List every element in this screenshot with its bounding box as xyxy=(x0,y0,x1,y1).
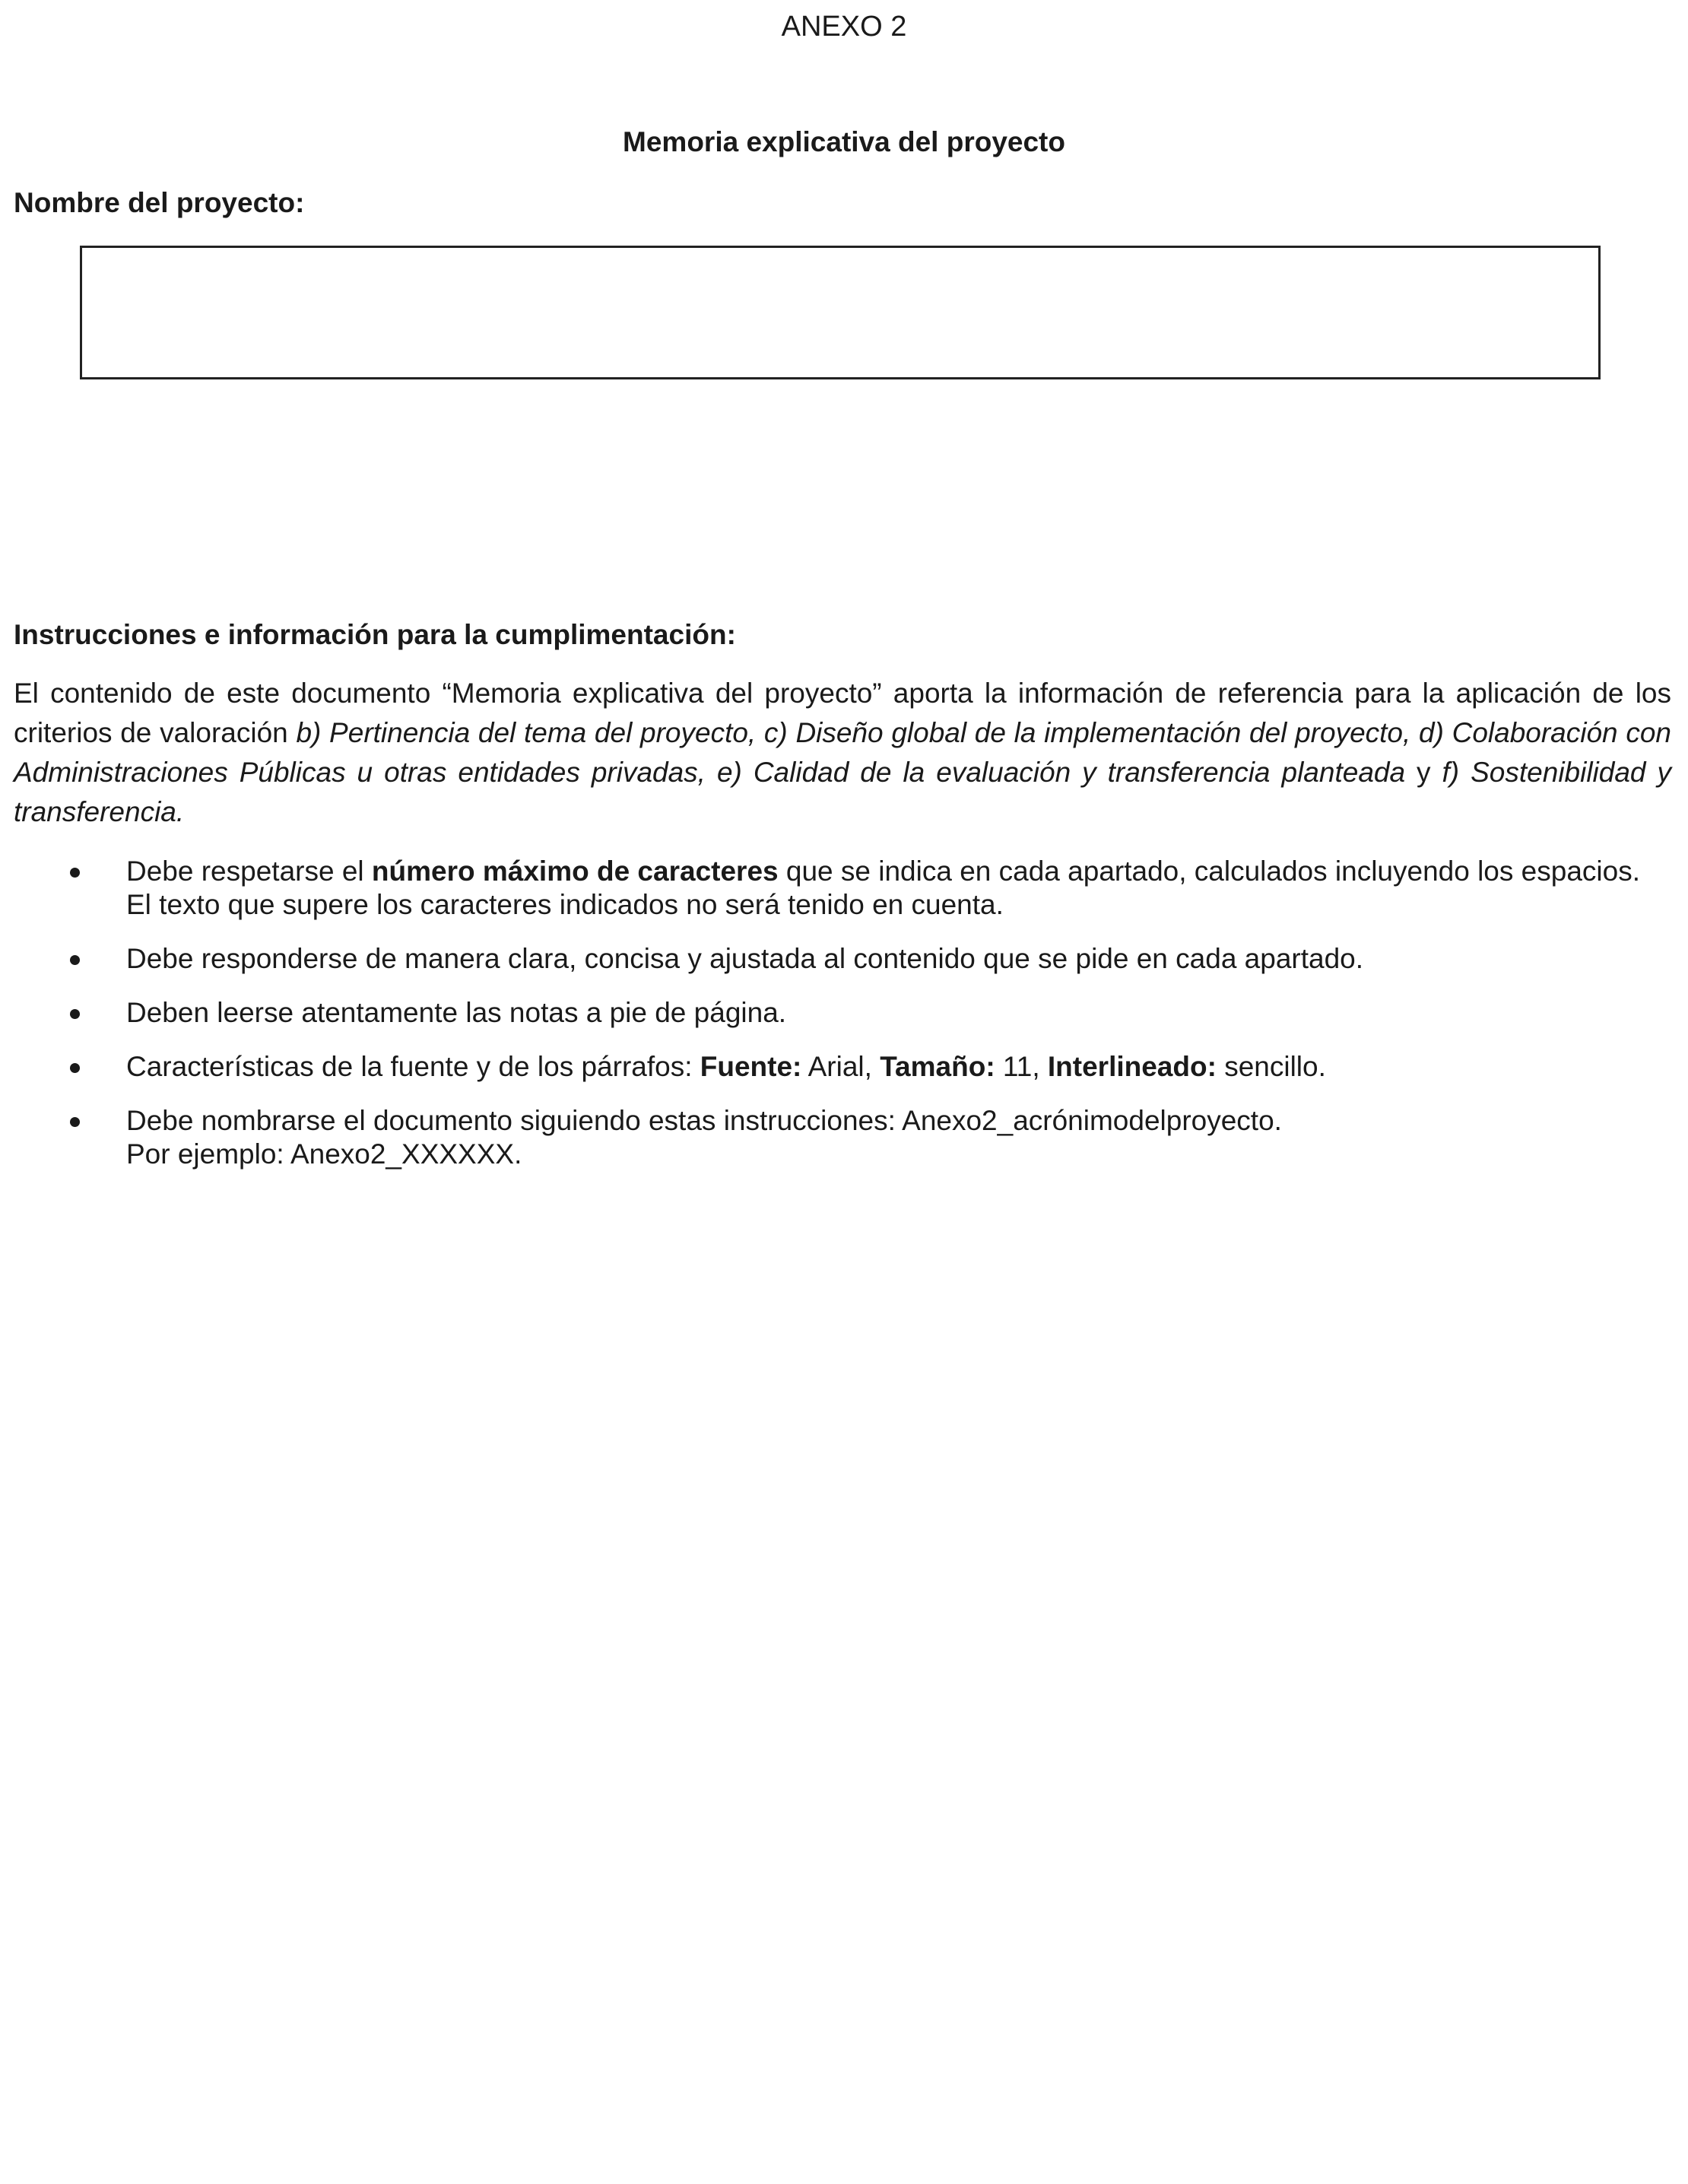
spacing-label: Interlineado: xyxy=(1047,1051,1217,1082)
list-item xyxy=(0,855,1673,922)
bullet-text: Debe nombrarse el documento siguiendo estas instrucciones: Anexo2_acrónimodelproyecto. xyxy=(126,1105,1282,1136)
bullet-icon xyxy=(70,868,80,878)
bullet-text-pre: Debe respetarse el xyxy=(126,856,372,887)
size-label: Tamaño: xyxy=(880,1051,995,1082)
bullet-text-post: que se indica en cada apartado, calculados incluyendo los espacios. xyxy=(778,856,1640,887)
bullet-text: Debe responderse de manera clara, concisa y ajustada al contenido que se pide en cada apartado. xyxy=(126,943,1364,974)
bullet-text xyxy=(126,855,1673,888)
bullet-text-line2: Por ejemplo: Anexo2_XXXXXX. xyxy=(126,1138,522,1170)
bullet-icon xyxy=(70,1063,80,1073)
list-item xyxy=(0,996,1673,1030)
bullet-icon xyxy=(70,1117,80,1127)
intro-text-1: El contenido de este documento “Memoria explicativa del proyecto” aporta la información de referencia para la aplicación de los criterios de valoración xyxy=(14,678,1671,748)
bullet-icon xyxy=(70,955,80,965)
font-value: Arial, xyxy=(801,1051,880,1082)
bullet-text-bold: número máximo de caracteres xyxy=(371,856,779,887)
list-item xyxy=(0,1104,1673,1171)
project-name-label: Nombre del proyecto: xyxy=(14,187,305,218)
spacing-value: sencillo. xyxy=(1216,1051,1326,1082)
font-spec-intro: Características de la fuente y de los párrafos: xyxy=(126,1051,700,1082)
list-item xyxy=(0,1050,1673,1084)
intro-text-2: y xyxy=(1405,757,1442,788)
annex-label: ANEXO 2 xyxy=(781,11,907,43)
document-title: Memoria explicativa del proyecto xyxy=(623,126,1065,157)
instructions-heading: Instrucciones e información para la cumplimentación: xyxy=(14,619,736,650)
project-name-field[interactable] xyxy=(80,246,1601,379)
bullet-text xyxy=(126,1050,1673,1084)
bullet-text-line2: El texto que supere los caracteres indicados no será tenido en cuenta. xyxy=(126,889,1004,920)
size-value: 11, xyxy=(995,1051,1048,1082)
intro-criteria: b) Pertinencia del tema del proyecto, c) Diseño global de la implementación del proyecto, d) Colaboración con Administraciones Públicas u otras entidades privadas, e) Calidad de la evaluación y transferencia planteada xyxy=(14,717,1671,788)
bullet-icon xyxy=(70,1009,80,1019)
font-label: Fuente: xyxy=(700,1051,802,1082)
instructions-intro xyxy=(14,674,1671,832)
intro-criteria-f: f) Sostenibilidad y transferencia. xyxy=(14,757,1671,827)
list-item xyxy=(0,942,1673,976)
instructions-list xyxy=(0,855,1688,1192)
bullet-text: Deben leerse atentamente las notas a pie de página. xyxy=(126,997,787,1028)
